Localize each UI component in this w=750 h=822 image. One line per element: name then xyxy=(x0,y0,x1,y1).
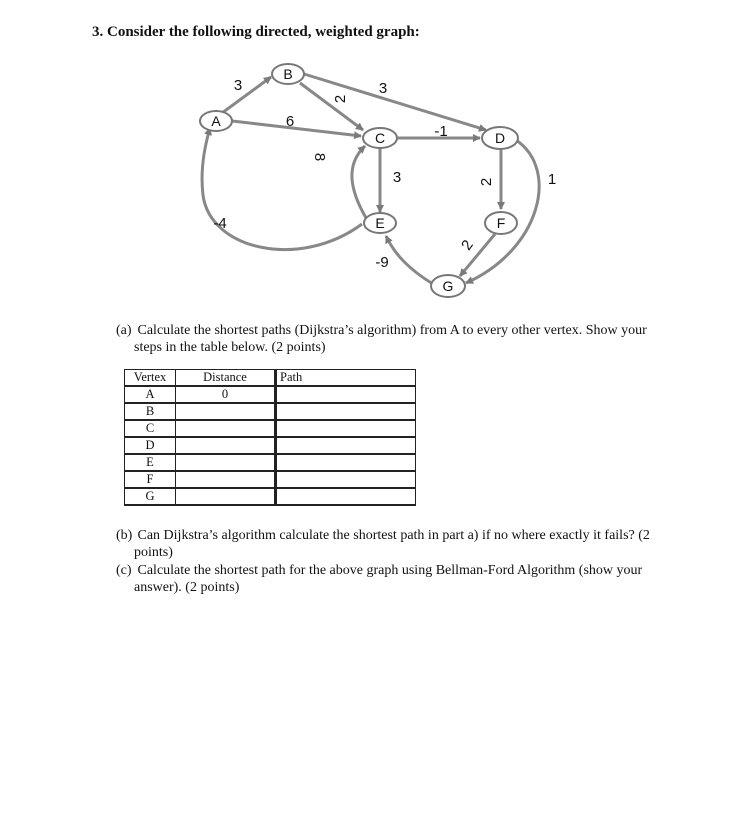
edge-e-c xyxy=(352,146,366,218)
cell-path[interactable] xyxy=(276,420,416,437)
node-label-e: E xyxy=(375,215,385,231)
node-label-c: C xyxy=(374,130,386,146)
question-title: 3. Consider the following directed, weighted graph: xyxy=(92,24,420,40)
node-label-g: G xyxy=(442,278,454,294)
part-c-label: (c) xyxy=(116,563,132,578)
cell-path[interactable] xyxy=(276,488,416,505)
cell-path[interactable] xyxy=(276,403,416,420)
cell-distance[interactable] xyxy=(176,454,276,471)
cell-vertex: E xyxy=(125,454,176,471)
part-a-text xyxy=(116,322,696,356)
table-row xyxy=(125,420,416,437)
weight-b-c: 2 xyxy=(332,94,349,104)
part-a-line2: steps in the table below. (2 points) xyxy=(134,340,326,355)
node-label-f: F xyxy=(496,215,506,231)
table-header-row xyxy=(125,370,416,387)
part-b-line2: points) xyxy=(134,545,173,560)
graph-diagram xyxy=(0,0,750,310)
table-row xyxy=(125,488,416,505)
cell-path[interactable] xyxy=(276,471,416,488)
cell-distance[interactable] xyxy=(176,403,276,420)
weight-a-c: 6 xyxy=(285,113,295,130)
cell-vertex: B xyxy=(125,403,176,420)
weight-d-g: 1 xyxy=(547,171,557,188)
cell-path[interactable] xyxy=(276,437,416,454)
cell-path[interactable] xyxy=(276,454,416,471)
node-label-a: A xyxy=(211,113,221,129)
header-distance: Distance xyxy=(176,370,276,387)
cell-vertex: A xyxy=(125,386,176,403)
weight-e-a: -4 xyxy=(213,215,227,232)
part-b-line1: Can Dijkstra’s algorithm calculate the shortest path in part a) if no where exactly it fails? (2 xyxy=(137,528,650,543)
table-row xyxy=(125,471,416,488)
cell-vertex: C xyxy=(125,420,176,437)
weight-a-b: 3 xyxy=(233,77,243,94)
edge-a-c xyxy=(232,121,361,136)
weight-g-e: -9 xyxy=(375,254,389,271)
cell-distance[interactable] xyxy=(176,437,276,454)
weight-e-c: 8 xyxy=(311,152,328,162)
weight-b-d: 3 xyxy=(378,80,388,97)
cell-distance[interactable] xyxy=(176,488,276,505)
header-path: Path xyxy=(276,370,416,387)
table-row xyxy=(125,403,416,420)
node-label-b: B xyxy=(283,66,293,82)
cell-vertex: F xyxy=(125,471,176,488)
distance-table xyxy=(124,369,416,506)
table-row xyxy=(125,437,416,454)
part-c-line1: Calculate the shortest path for the above graph using Bellman-Ford Algorithm (show your xyxy=(137,563,643,578)
cell-distance[interactable] xyxy=(176,420,276,437)
cell-distance[interactable] xyxy=(176,471,276,488)
edge-a-b xyxy=(222,77,271,113)
weight-d-f: 2 xyxy=(478,177,495,187)
header-vertex: Vertex xyxy=(125,370,176,387)
weight-f-g: 2 xyxy=(458,236,477,254)
part-a-label: (a) xyxy=(116,323,132,338)
part-b-text xyxy=(116,527,706,561)
table-row xyxy=(125,454,416,471)
part-b-label: (b) xyxy=(116,528,133,543)
table-row xyxy=(125,386,416,403)
part-a-line1: Calculate the shortest paths (Dijkstra’s algorithm) from A to every other vertex. Show your xyxy=(137,323,647,338)
cell-distance[interactable]: 0 xyxy=(176,386,276,403)
node-label-d: D xyxy=(494,130,506,146)
weight-c-d: -1 xyxy=(434,123,448,140)
part-c-text xyxy=(116,562,706,596)
weight-c-e: 3 xyxy=(392,169,402,186)
cell-vertex: G xyxy=(125,488,176,505)
cell-vertex: D xyxy=(125,437,176,454)
cell-path[interactable] xyxy=(276,386,416,403)
part-c-line2: answer). (2 points) xyxy=(134,580,240,595)
edge-g-e xyxy=(386,236,433,284)
